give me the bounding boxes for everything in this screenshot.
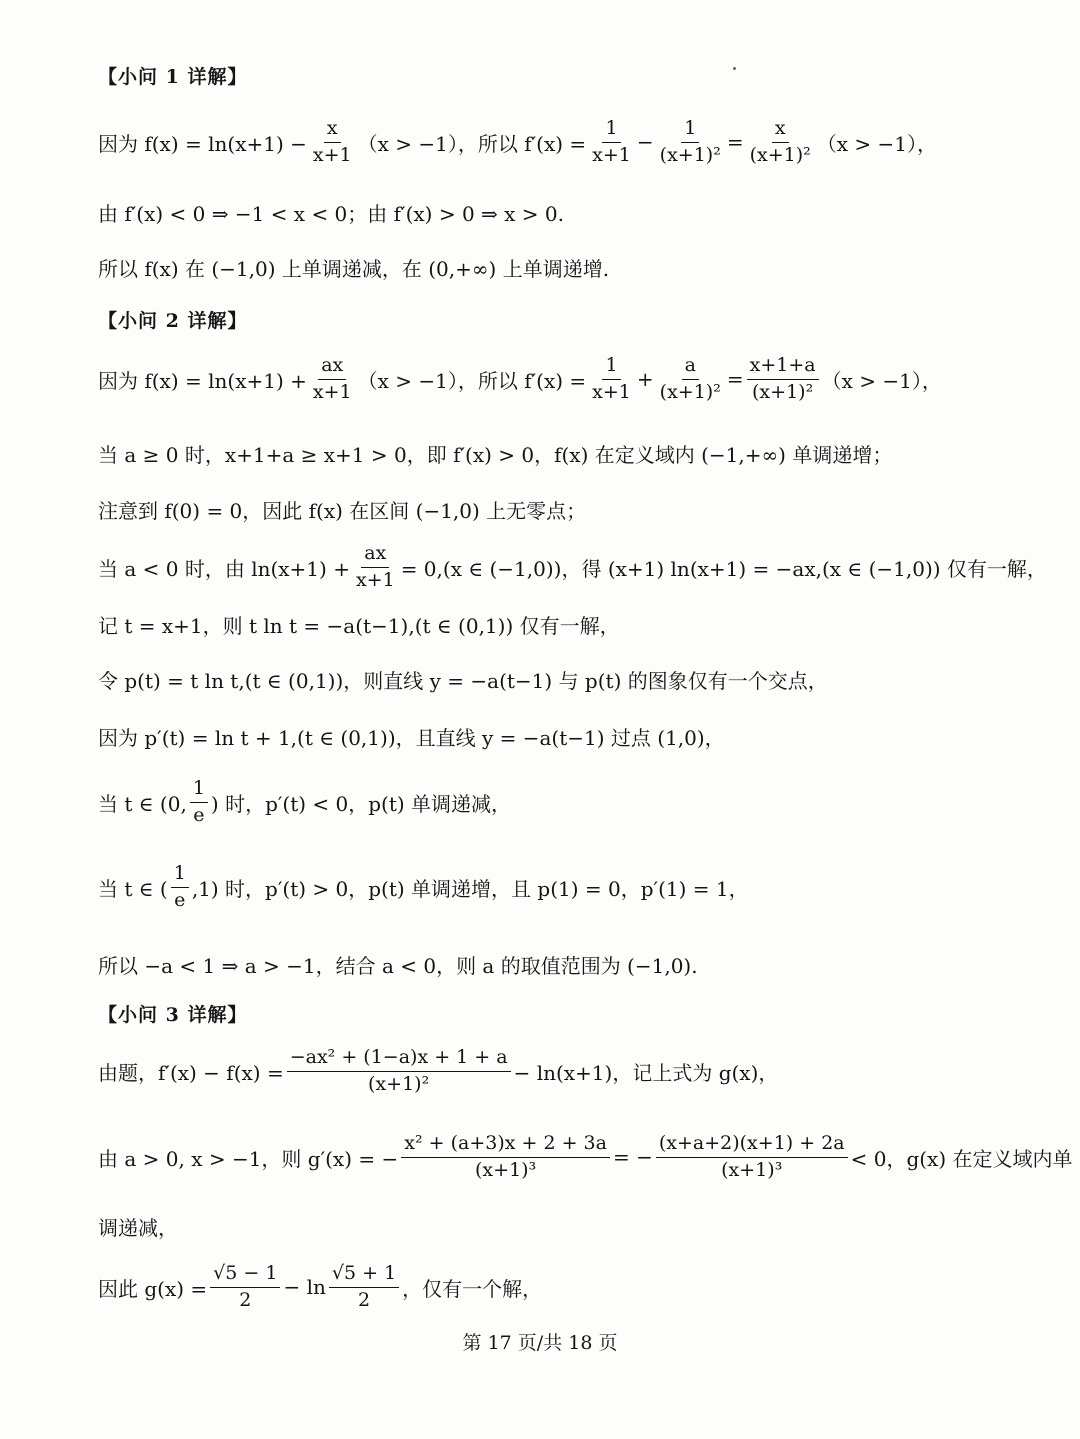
q1-line-1: 因为 f(x) = ln(x+1) − $\frac{x}{x+1}$ （x > −1），所以 f′(x) = $\frac{1}{x+1}$ − $\frac{1}{\text{(x+1)²}}$ = $\frac{x}{\text{(x+1)²}}$ （x > −1）， — [98, 117, 938, 166]
q2-line-7: 因为 p′(t) = ln t + 1,(t ∈ (0,1))，且直线 y = −a(t−1) 过点 (1,0)， — [98, 726, 725, 750]
fraction: $\frac{x}{x+1}$ — [312, 117, 352, 166]
q2-line-3: 注意到 f(0) = 0，因此 f(x) 在区间 (−1,0) 上无零点； — [98, 499, 587, 523]
fraction: $\frac{1}{x+1}$ — [592, 354, 631, 403]
fraction: $\frac{x}{\text{(x+1)²}}$ — [749, 117, 811, 166]
fraction: $\frac{1}{x+1}$ — [592, 117, 631, 166]
q2-line-9: 当 t ∈ ( $\frac{1}{e}$ ,1) 时，p′(t) > 0，p(t) 单调递增，且 p(1) = 0，p′(1) = 1， — [98, 862, 749, 911]
fraction: $\frac{1}{e}$ — [190, 778, 208, 827]
q1-line-2: 由 f′(x) < 0 ⇒ −1 < x < 0；由 f′(x) > 0 ⇒ x > 0. — [98, 202, 564, 226]
q2-line-2: 当 a ≥ 0 时，x+1+a ≥ x+1 > 0，即 f′(x) > 0，f(x) 在定义域内 (−1,+∞) 单调递增； — [98, 443, 893, 467]
q1-line-3: 所以 f(x) 在 (−1,0) 上单调递减，在 (0,+∞) 上单调递增. — [98, 257, 610, 281]
fraction: $\frac{ax}{x+1}$ — [355, 542, 395, 591]
q2-heading: 【小问 2 详解】 — [98, 310, 248, 332]
q2-line-5: 记 t = x+1，则 t ln t = −a(t−1),(t ∈ (0,1)) 仅有一解， — [98, 614, 620, 638]
page-footer: 第 17 页/共 18 页 — [462, 1332, 618, 1354]
q2-line-8: 当 t ∈ (0, $\frac{1}{e}$ ) 时，p′(t) < 0，p(t) 单调递减， — [98, 777, 512, 826]
q3-line-4: 因此 g(x) = $\frac{√5 - 1}{2}$ − ln $\frac{√5 + 1}{2}$ ，仅有一个解， — [98, 1262, 543, 1311]
q2-line-1: 因为 f(x) = ln(x+1) + $\frac{ax}{x+1}$ （x > −1），所以 f′(x) = $\frac{1}{x+1}$ + $\frac{a}{\text{(x+1)²}}$ = $\frac{x+1+a}{\text{(x+1)²}}$ （x > −1）， — [98, 354, 942, 403]
q1-heading: 【小问 1 详解】 — [98, 66, 248, 88]
fraction: $\frac{ax}{x+1}$ — [312, 354, 352, 403]
q3-line-3: 调递减， — [98, 1216, 178, 1240]
fraction: $\frac{x+1+a}{\text{(x+1)²}}$ — [747, 355, 819, 404]
fraction: $\frac{√5 - 1}{2}$ — [210, 1263, 280, 1312]
q3-heading: 【小问 3 详解】 — [98, 1004, 248, 1026]
fraction: $\frac{a}{\text{(x+1)²}}$ — [659, 354, 721, 403]
q2-line-6: 令 p(t) = t ln t,(t ∈ (0,1))，则直线 y = −a(t−1) 与 p(t) 的图象仅有一个交点， — [98, 669, 828, 693]
q3-line-2: 由 a > 0, x > −1，则 g′(x) = − $\frac{\text{x² + (a+3)x + 2 + 3a}}{\text{(x+1)³}}$ = − $\frac{(x+a+2)(x+1) + 2a}{\text{(x+1)³}}$ < 0，g(x) 在定义域内单 — [98, 1132, 1073, 1181]
fraction: $\frac{1}{e}$ — [171, 863, 189, 912]
q2-line-10: 所以 −a < 1 ⇒ a > −1，结合 a < 0，则 a 的取值范围为 (−1,0). — [98, 954, 698, 978]
q2-line-4: 当 a < 0 时，由 ln(x+1) + $\frac{ax}{x+1}$ = 0,(x ∈ (−1,0))，得 (x+1) ln(x+1) = −ax,(x ∈ (−1,0)) 仅有一解， — [98, 542, 1047, 591]
fraction: $\frac{\text{−ax² + (1−a)x + 1 + a}}{\text{(x+1)²}}$ — [287, 1047, 511, 1096]
fraction: $\frac{(x+a+2)(x+1) + 2a}{\text{(x+1)³}}$ — [656, 1133, 848, 1182]
fraction: $\frac{√5 + 1}{2}$ — [329, 1263, 399, 1312]
q3-line-1: 由题，f′(x) − f(x) = $\frac{\text{−ax² + (1−a)x + 1 + a}}{\text{(x+1)²}}$ − ln(x+1)，记上式为 g(x)， — [98, 1046, 779, 1095]
fraction: $\frac{\text{x² + (a+3)x + 2 + 3a}}{\text{(x+1)³}}$ — [401, 1133, 610, 1182]
fraction: $\frac{1}{\text{(x+1)²}}$ — [659, 117, 721, 166]
